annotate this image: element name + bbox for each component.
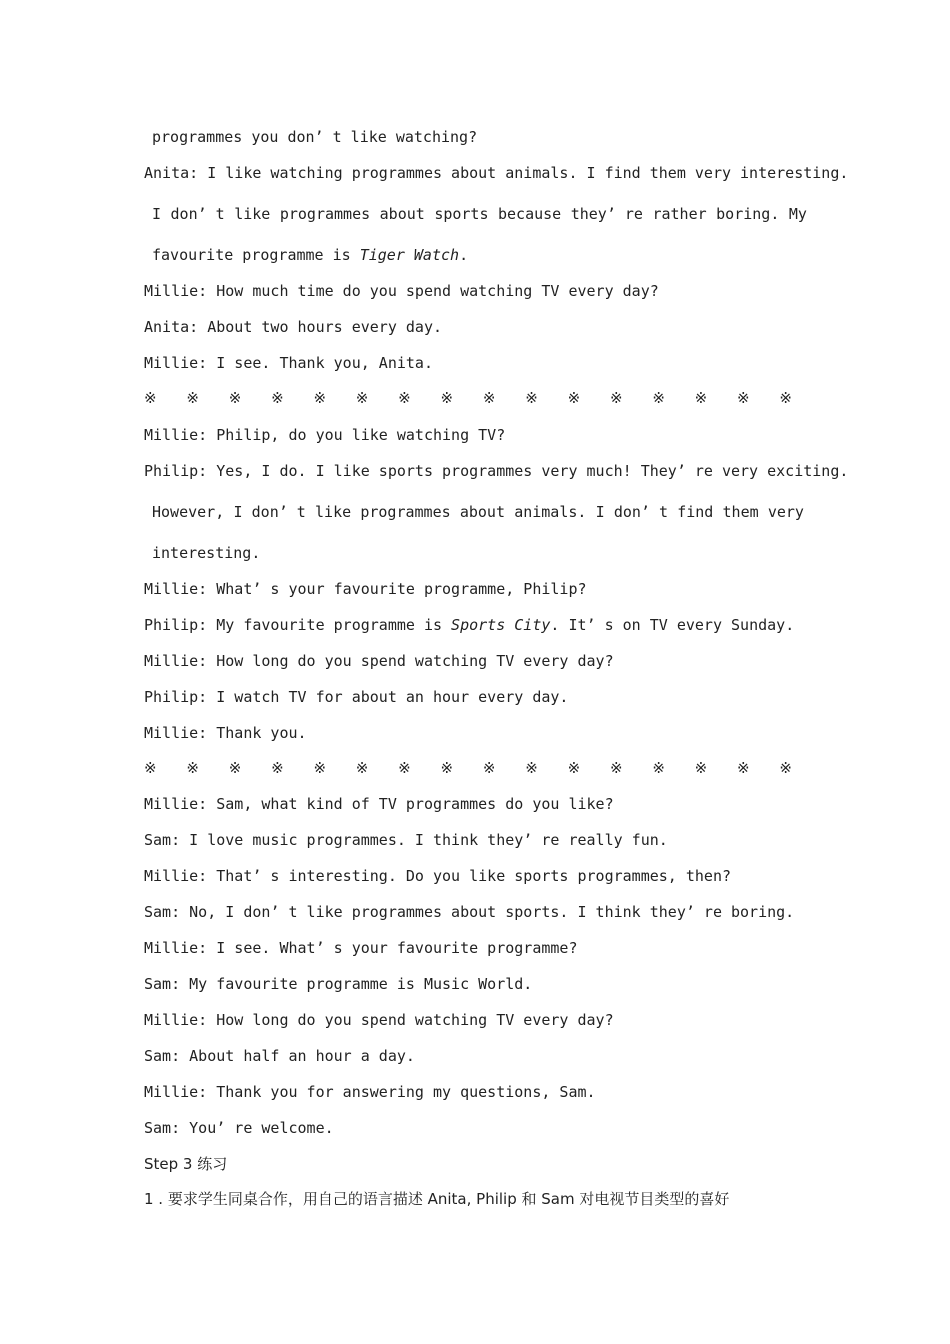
text-line: Philip: Yes, I do. I like sports programmes very much! They’ re very exciting. <box>144 462 849 480</box>
exercise-item: 1 . 要求学生同桌合作，用自己的语言描述 Anita, Philip 和 Sam 对电视节目类型的喜好 <box>144 1190 730 1208</box>
programme-title: Tiger Watch <box>359 246 460 264</box>
programme-title: Sports City <box>451 616 551 634</box>
text-line: programmes you don’ t like watching? <box>152 128 478 146</box>
text-line: Millie: How much time do you spend watching TV every day? <box>144 282 659 300</box>
text-line: Sam: About half an hour a day. <box>144 1047 415 1065</box>
text-line: Sam: I love music programmes. I think they’ re really fun. <box>144 831 668 849</box>
text-line: Millie: I see. Thank you, Anita. <box>144 354 433 372</box>
justified-line: However, I don’ t like programmes about animals. I don’ t find them very <box>152 503 804 521</box>
text-line: Millie: Philip, do you like watching TV? <box>144 426 506 444</box>
text-line: Millie: Thank you. <box>144 724 307 742</box>
text-line: Millie: That’ s interesting. Do you like sports programmes, then? <box>144 867 731 885</box>
text-line: Millie: How long do you spend watching TV every day? <box>144 652 614 670</box>
text-line: favourite programme is Tiger Watch. <box>152 246 469 264</box>
text-line: Sam: My favourite programme is Music World. <box>144 975 533 993</box>
separator-row: ※ ※ ※ ※ ※ ※ ※ ※ ※ ※ ※ ※ ※ ※ ※ ※ <box>144 389 792 407</box>
text-line: Philip: My favourite programme is Sports City. It’ s on TV every Sunday. <box>144 616 795 634</box>
text-line: Philip: I watch TV for about an hour every day. <box>144 688 569 706</box>
text-line: Millie: Thank you for answering my questions, Sam. <box>144 1083 596 1101</box>
text-line: interesting. <box>152 544 261 562</box>
text-line: Millie: I see. What’ s your favourite programme? <box>144 939 578 957</box>
separator-row: ※ ※ ※ ※ ※ ※ ※ ※ ※ ※ ※ ※ ※ ※ ※ ※ <box>144 759 792 777</box>
step-heading: Step 3 练习 <box>144 1155 228 1173</box>
justified-line: I don’ t like programmes about sports because they’ re rather boring. My <box>152 205 807 223</box>
text-line: Anita: I like watching programmes about animals. I find them very interesting. <box>144 164 849 182</box>
text-line: Sam: You’ re welcome. <box>144 1119 334 1137</box>
text-line: Anita: About two hours every day. <box>144 318 443 336</box>
text-line: Millie: Sam, what kind of TV programmes do you like? <box>144 795 614 813</box>
text-line: Millie: How long do you spend watching TV every day? <box>144 1011 614 1029</box>
text-line: Sam: No, I don’ t like programmes about sports. I think they’ re boring. <box>144 903 795 921</box>
text-line: Millie: What’ s your favourite programme, Philip? <box>144 580 587 598</box>
